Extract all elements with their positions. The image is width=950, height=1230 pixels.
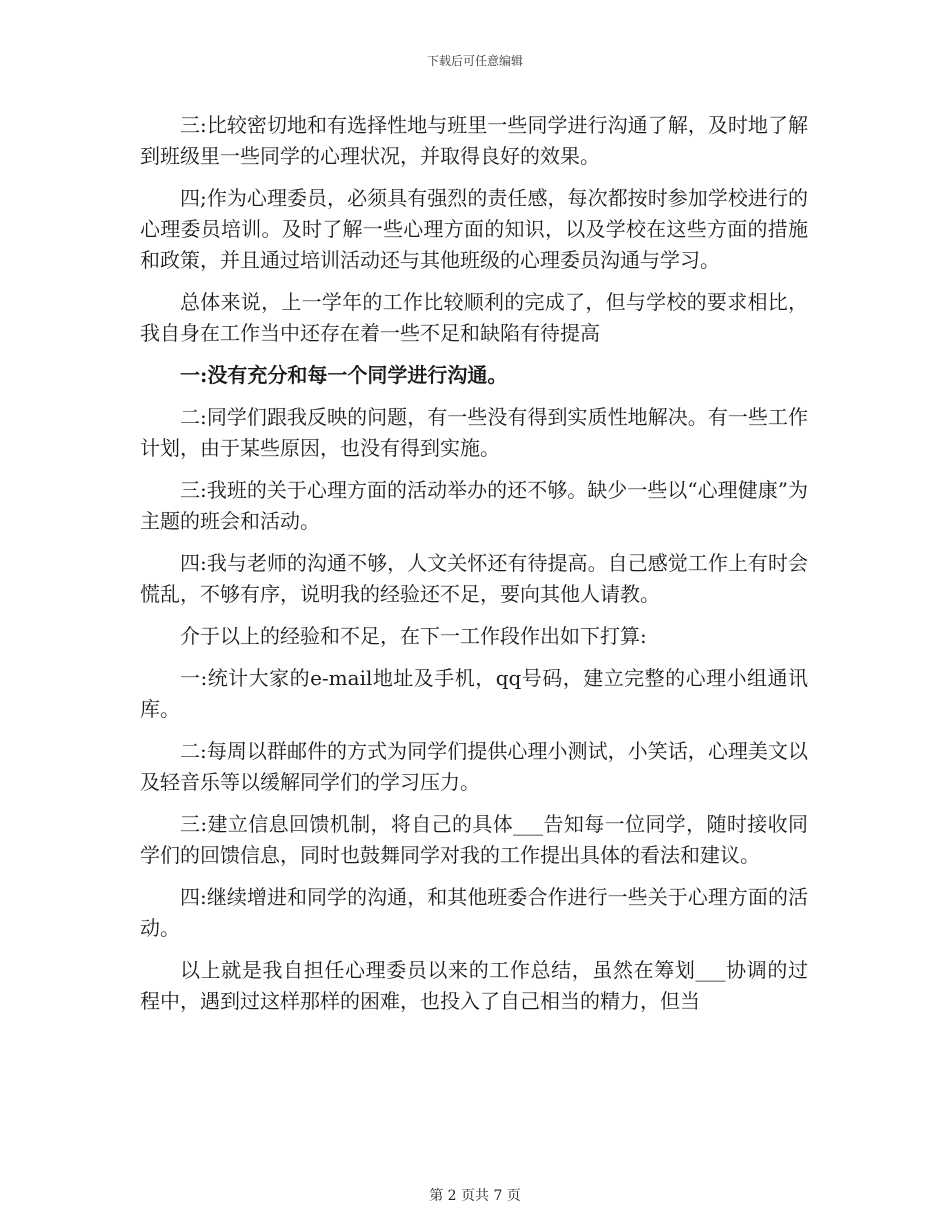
paragraph-3: 总体来说，上一学年的工作比较顺利的完成了，但与学校的要求相比，我自身在工作当中还存在着一些不足和缺陷有待提高 [140,290,808,345]
paragraph-10: 二:每周以群邮件的方式为同学们提供心理小测试，小笑话，心理美文以及轻音乐等以缓解同学们的学习压力。 [140,739,808,794]
paragraph-7: 四:我与老师的沟通不够，人文关怀还有待提高。自己感觉工作上有时会慌乱，不够有序，说明我的经验还不足，要向其他人请教。 [140,551,808,606]
paragraph-2: 四;作为心理委员，必须具有强烈的责任感，每次都按时参加学校进行的心理委员培训。及时了解一些心理方面的知识，以及学校在这些方面的措施和政策，并且通过培训活动还与其他班级的心理委员沟通与学习。 [140,186,808,272]
paragraph-5: 二:同学们跟我反映的问题，有一些没有得到实质性地解决。有一些工作计划，由于某些原因，也没有得到实施。 [140,405,808,460]
page-number-footer: 第 2 页共 7 页 [429,1188,521,1204]
paragraph-8: 介于以上的经验和不足，在下一工作段作出如下打算: [180,624,647,648]
paragraph-13: 以上就是我自担任心理委员以来的工作总结，虽然在筹划___协调的过程中，遇到过这样那样的困难，也投入了自己相当的精力，但当 [140,958,808,1013]
paragraph-1: 三:比较密切地和有选择性地与班里一些同学进行沟通了解，及时地了解到班级里一些同学的心理状况，并取得良好的效果。 [140,113,808,168]
paragraph-6: 三:我班的关于心理方面的活动举办的还不够。缺少一些以“心理健康”为主题的班会和活动。 [140,478,808,533]
paragraph-9: 一:统计大家的e-mail地址及手机，qq号码，建立完整的心理小组通讯库。 [140,666,808,721]
paragraph-12: 四:继续增进和同学的沟通，和其他班委合作进行一些关于心理方面的活动。 [140,885,808,940]
document-body [140,110,808,1028]
paragraph-4-bold-heading: 一:没有充分和每一个同学进行沟通。 [180,363,508,387]
paragraph-11: 三:建立信息回馈机制，将自己的具体___告知每一位同学，随时接收同学们的回馈信息，同时也鼓舞同学对我的工作提出具体的看法和建议。 [140,812,808,867]
page-header-note: 下载后可任意编辑 [426,54,523,68]
